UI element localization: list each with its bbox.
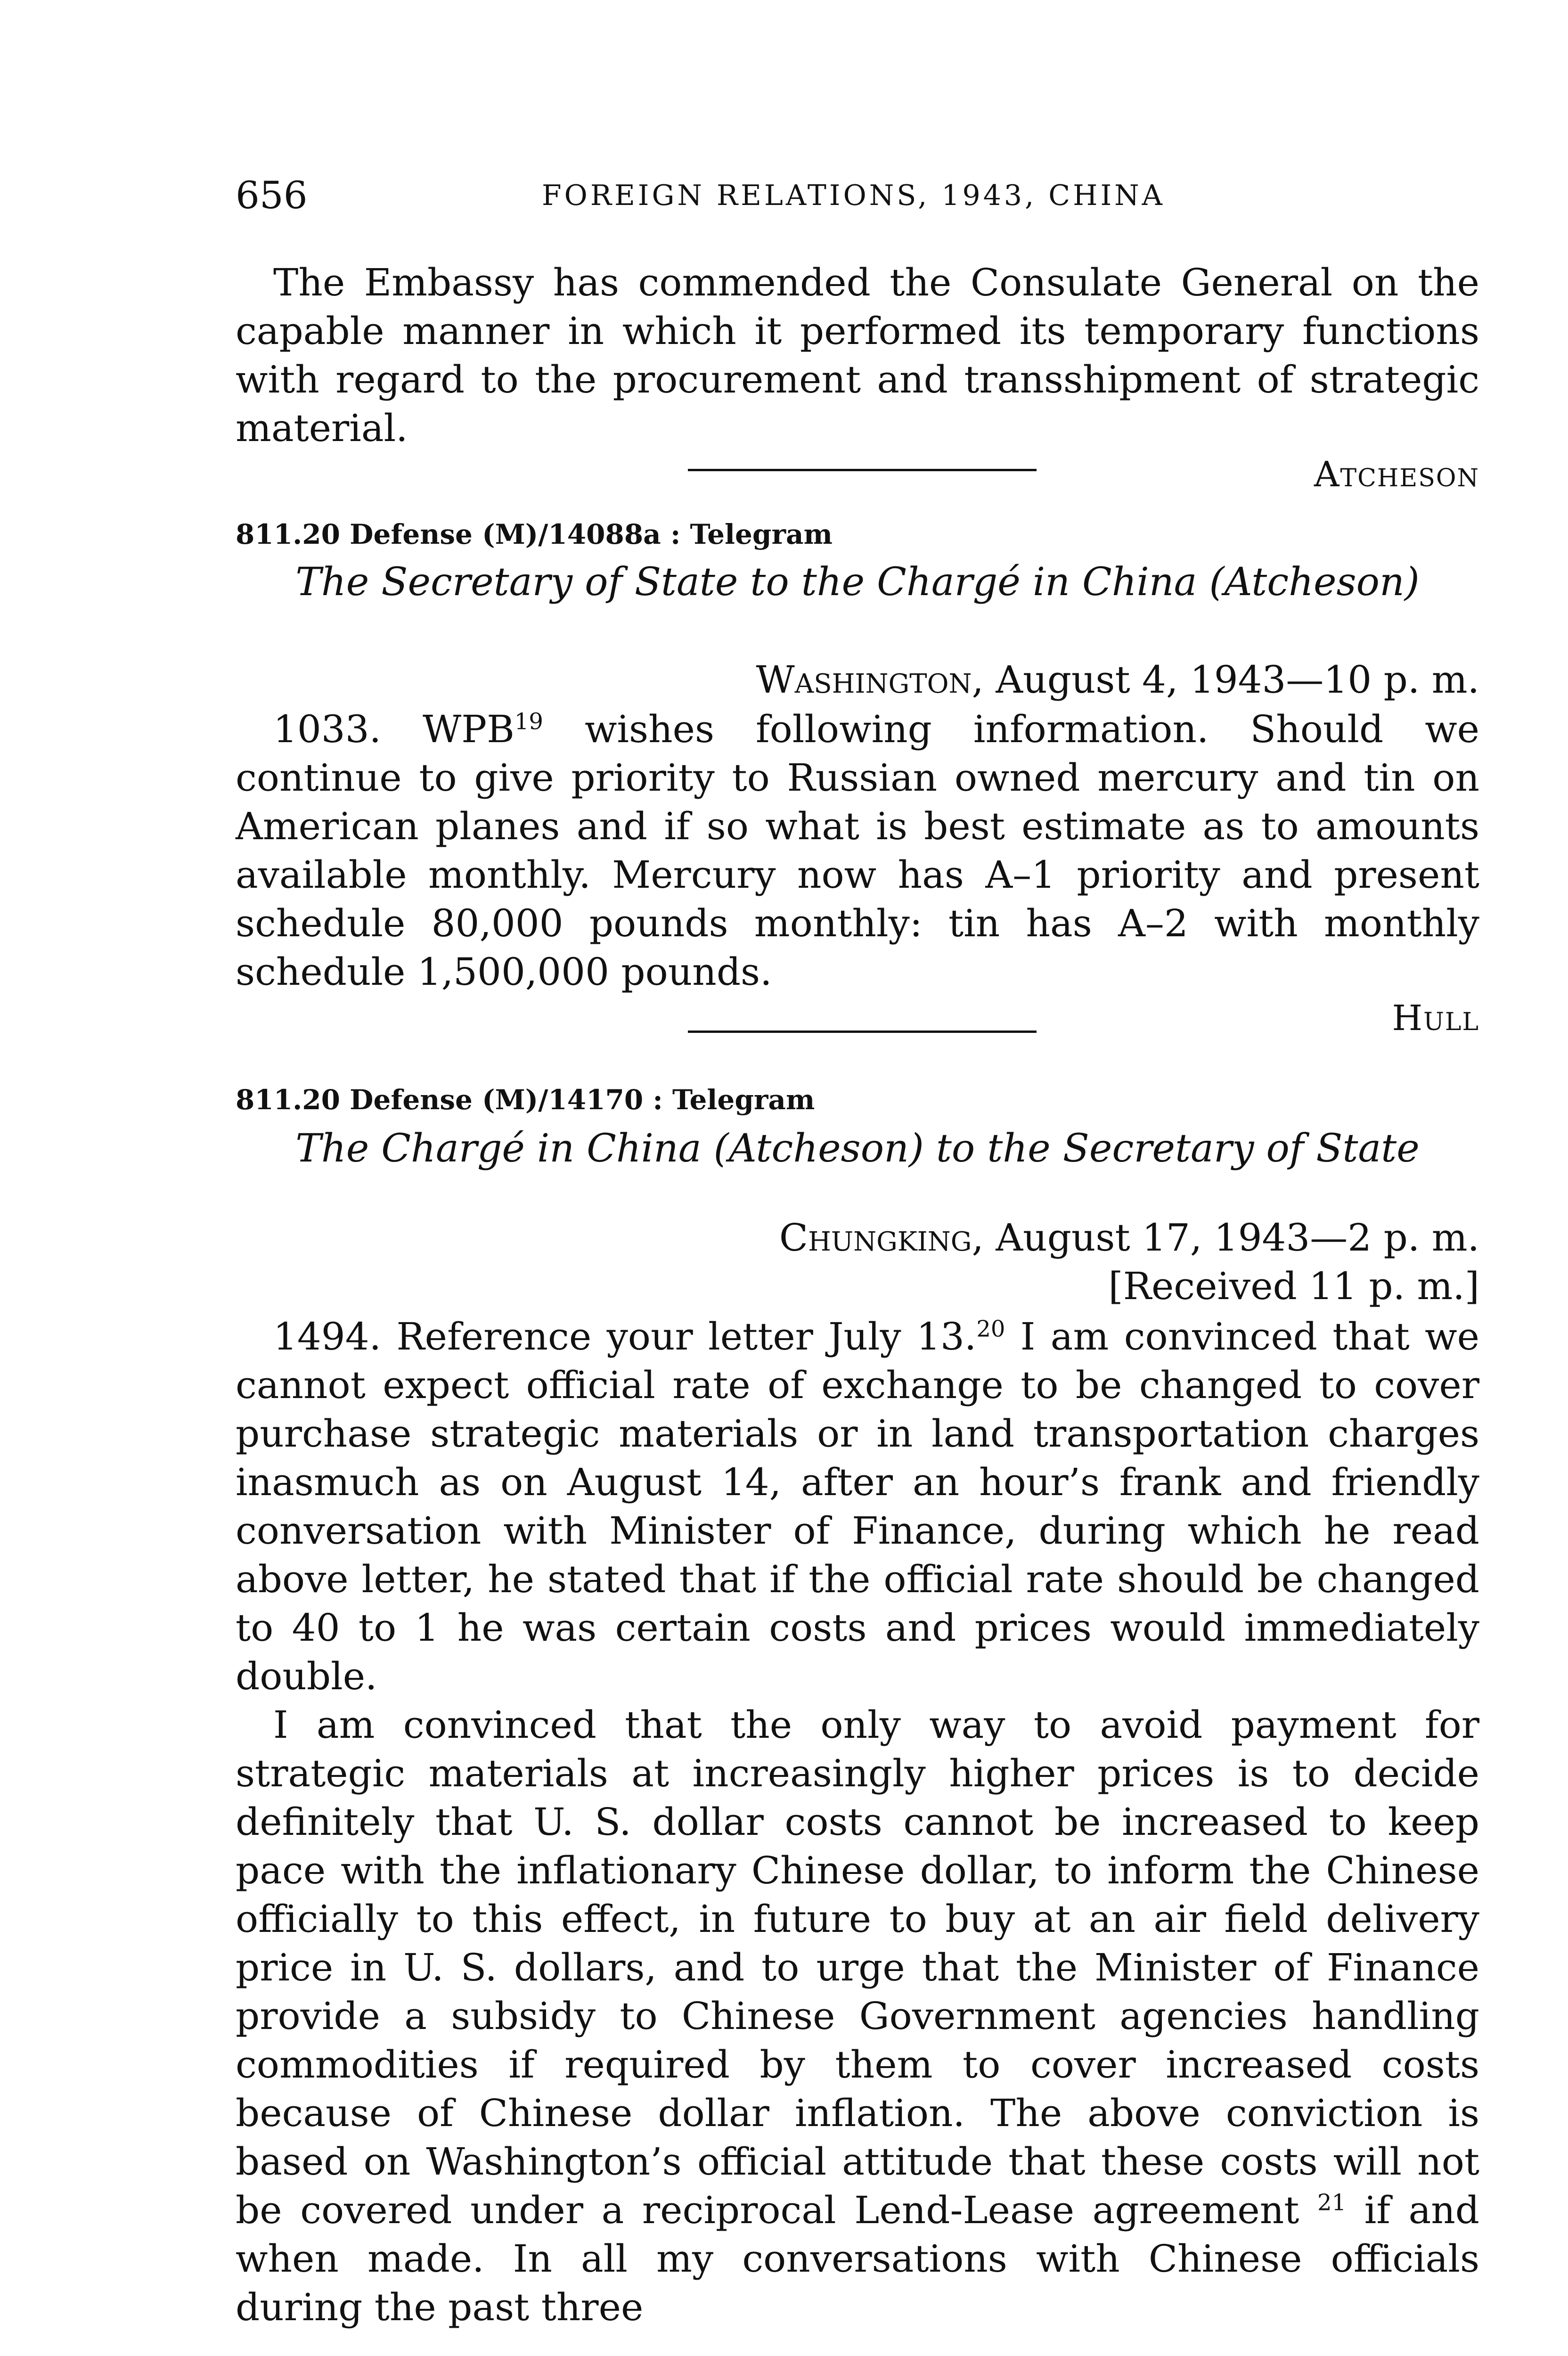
section-divider <box>688 469 1037 471</box>
running-head: FOREIGN RELATIONS, 1943, CHINA <box>542 179 1165 212</box>
paragraph-1-text-a: 1494. Reference your letter July 13. <box>273 1315 977 1358</box>
dateline-date: , August 17, 1943—2 p. m. <box>972 1216 1479 1260</box>
body-text-b: wishes following information. Should we continue to give priority to Russian owned mercury and tin on American planes and if so what is best estimate as to amounts available monthly. Mercury now has A–1 priority and present schedule 80,000 pounds monthly: tin has A–2 with monthly schedule 1,500,000 pounds. <box>236 707 1480 994</box>
page-number: 656 <box>236 173 308 217</box>
page-header <box>236 173 1479 216</box>
telegram-signature: Hull <box>1392 998 1479 1039</box>
paragraph-2-text-b: if and when made. In all my conversations with Chinese officials during the past three <box>236 2188 1479 2329</box>
intro-section <box>236 258 1479 495</box>
telegram-1033 <box>236 518 1479 1039</box>
footnote-ref-21: 21 <box>1317 2189 1347 2216</box>
dateline-date: , August 4, 1943—10 p. m. <box>972 658 1479 702</box>
footnote-ref-20: 20 <box>976 1316 1005 1342</box>
telegram-paragraph-2 <box>236 1701 1479 2331</box>
document-title: The Chargé in China (Atcheson) to the Secretary of State <box>295 1126 1420 1171</box>
telegram-body <box>236 705 1479 996</box>
received-note: [Received 11 p. m.] <box>1108 1264 1479 1308</box>
section-divider <box>688 1031 1037 1033</box>
file-reference: 811.20 Defense (M)/14088a : Telegram <box>236 518 833 550</box>
message-number: 1033. <box>273 707 382 751</box>
dateline <box>236 1213 1479 1262</box>
file-reference: 811.20 Defense (M)/14170 : Telegram <box>236 1084 815 1116</box>
intro-signature: Atcheson <box>1314 454 1479 495</box>
dateline <box>236 655 1479 704</box>
telegram-paragraph-1 <box>236 1312 1479 1701</box>
footnote-ref-19: 19 <box>514 708 543 735</box>
dateline-place: Washington <box>756 658 972 702</box>
dateline-place: Chungking <box>779 1216 972 1260</box>
intro-paragraph: The Embassy has commended the Consulate General on the capable manner in which it performed its temporary functions with regard to the procurement and transshipment of strategic material. <box>236 261 1479 450</box>
document-title: The Secretary of State to the Chargé in China (Atcheson) <box>295 560 1420 605</box>
telegram-1494 <box>236 1084 1479 2331</box>
paragraph-2-text-a: I am convinced that the only way to avoid payment for strategic materials at increasingly higher prices is to decide definitely that U. S. dollar costs cannot be increased to keep pace with the inflationary Chinese dollar, to inform the Chinese officially to this effect, in future to buy at an air field delivery price in U. S. dollars, and to urge that the Minister of Finance provide a subsidy to Chinese Government agencies handling commodities if required by them to cover increased costs because of Chinese dollar inflation. The above conviction is based on Washington’s official attitude that these costs will not be covered under a reciprocal Lend-Lease agreement <box>236 1703 1479 2232</box>
body-text-a: WPB <box>423 707 514 751</box>
paragraph-1-text-b: I am convinced that we cannot expect official rate of exchange to be changed to cover purchase strategic materials or in land transportation charges inasmuch as on August 14, after an hour’s frank and friendly conversation with Minister of Finance, during which he read above letter, he stated that if the official rate should be changed to 40 to 1 he was certain costs and prices would immediately double. <box>236 1315 1479 1698</box>
